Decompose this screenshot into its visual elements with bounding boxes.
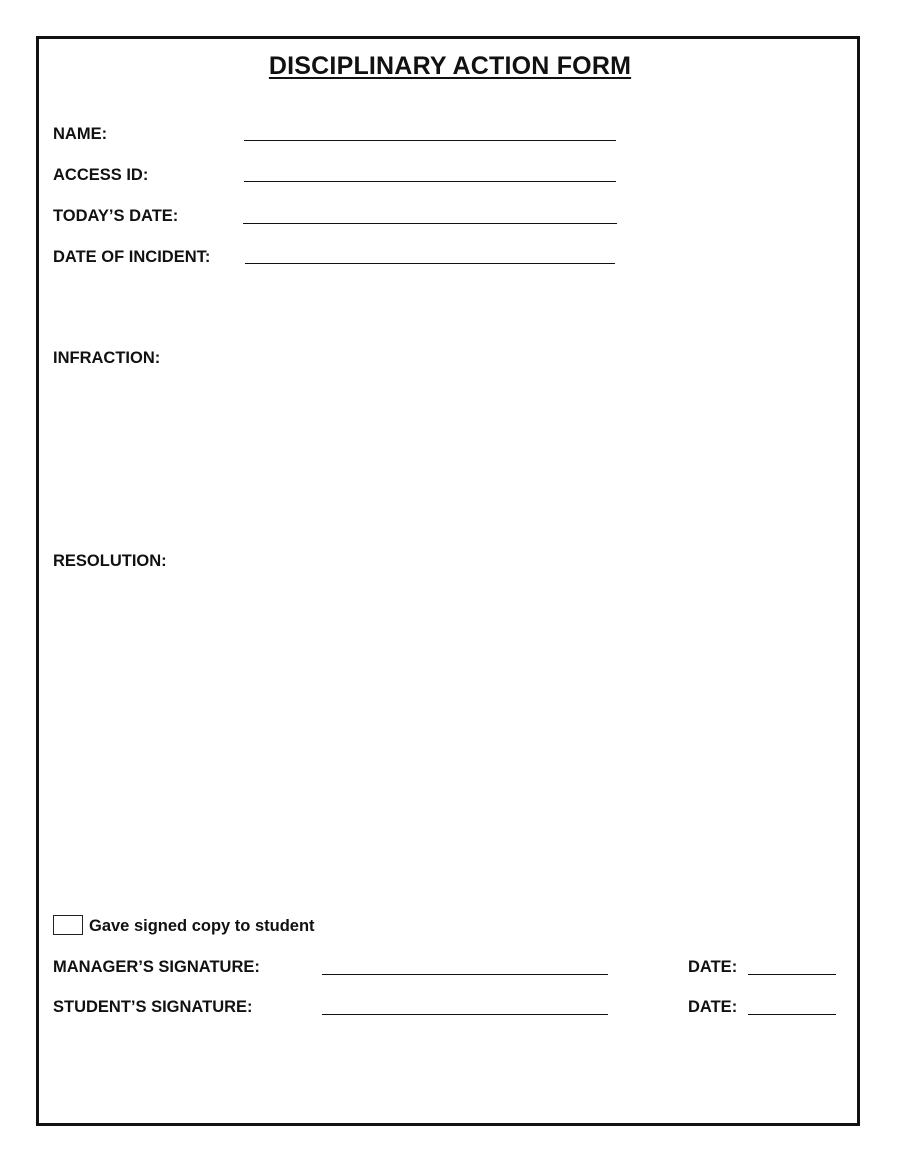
resolution-label: RESOLUTION: — [53, 552, 167, 570]
form-title-text: DISCIPLINARY ACTION FORM — [268, 52, 632, 80]
infraction-area[interactable] — [53, 372, 843, 542]
todays-date-label: TODAY’S DATE: — [53, 207, 179, 225]
name-field-line[interactable] — [244, 140, 616, 141]
manager-date-line[interactable] — [748, 974, 836, 975]
manager-signature-label: MANAGER’S SIGNATURE: — [53, 958, 260, 976]
manager-date-label: DATE: — [688, 958, 738, 976]
student-signature-line[interactable] — [322, 1014, 608, 1015]
student-signature-label: STUDENT’S SIGNATURE: — [53, 998, 253, 1016]
infraction-label: INFRACTION: — [53, 349, 161, 367]
gave-copy-checkbox[interactable] — [53, 915, 83, 935]
date-of-incident-field-line[interactable] — [245, 263, 615, 264]
resolution-area[interactable] — [53, 575, 843, 895]
access-id-label: ACCESS ID: — [53, 166, 149, 184]
name-label: NAME: — [53, 125, 108, 143]
gave-copy-checkbox-label: Gave signed copy to student — [89, 917, 315, 935]
access-id-field-line[interactable] — [244, 181, 616, 182]
student-date-label: DATE: — [688, 998, 738, 1016]
form-title — [0, 52, 900, 81]
todays-date-field-line[interactable] — [243, 223, 617, 224]
date-of-incident-label: DATE OF INCIDENT: — [53, 248, 211, 266]
student-date-line[interactable] — [748, 1014, 836, 1015]
manager-signature-line[interactable] — [322, 974, 608, 975]
